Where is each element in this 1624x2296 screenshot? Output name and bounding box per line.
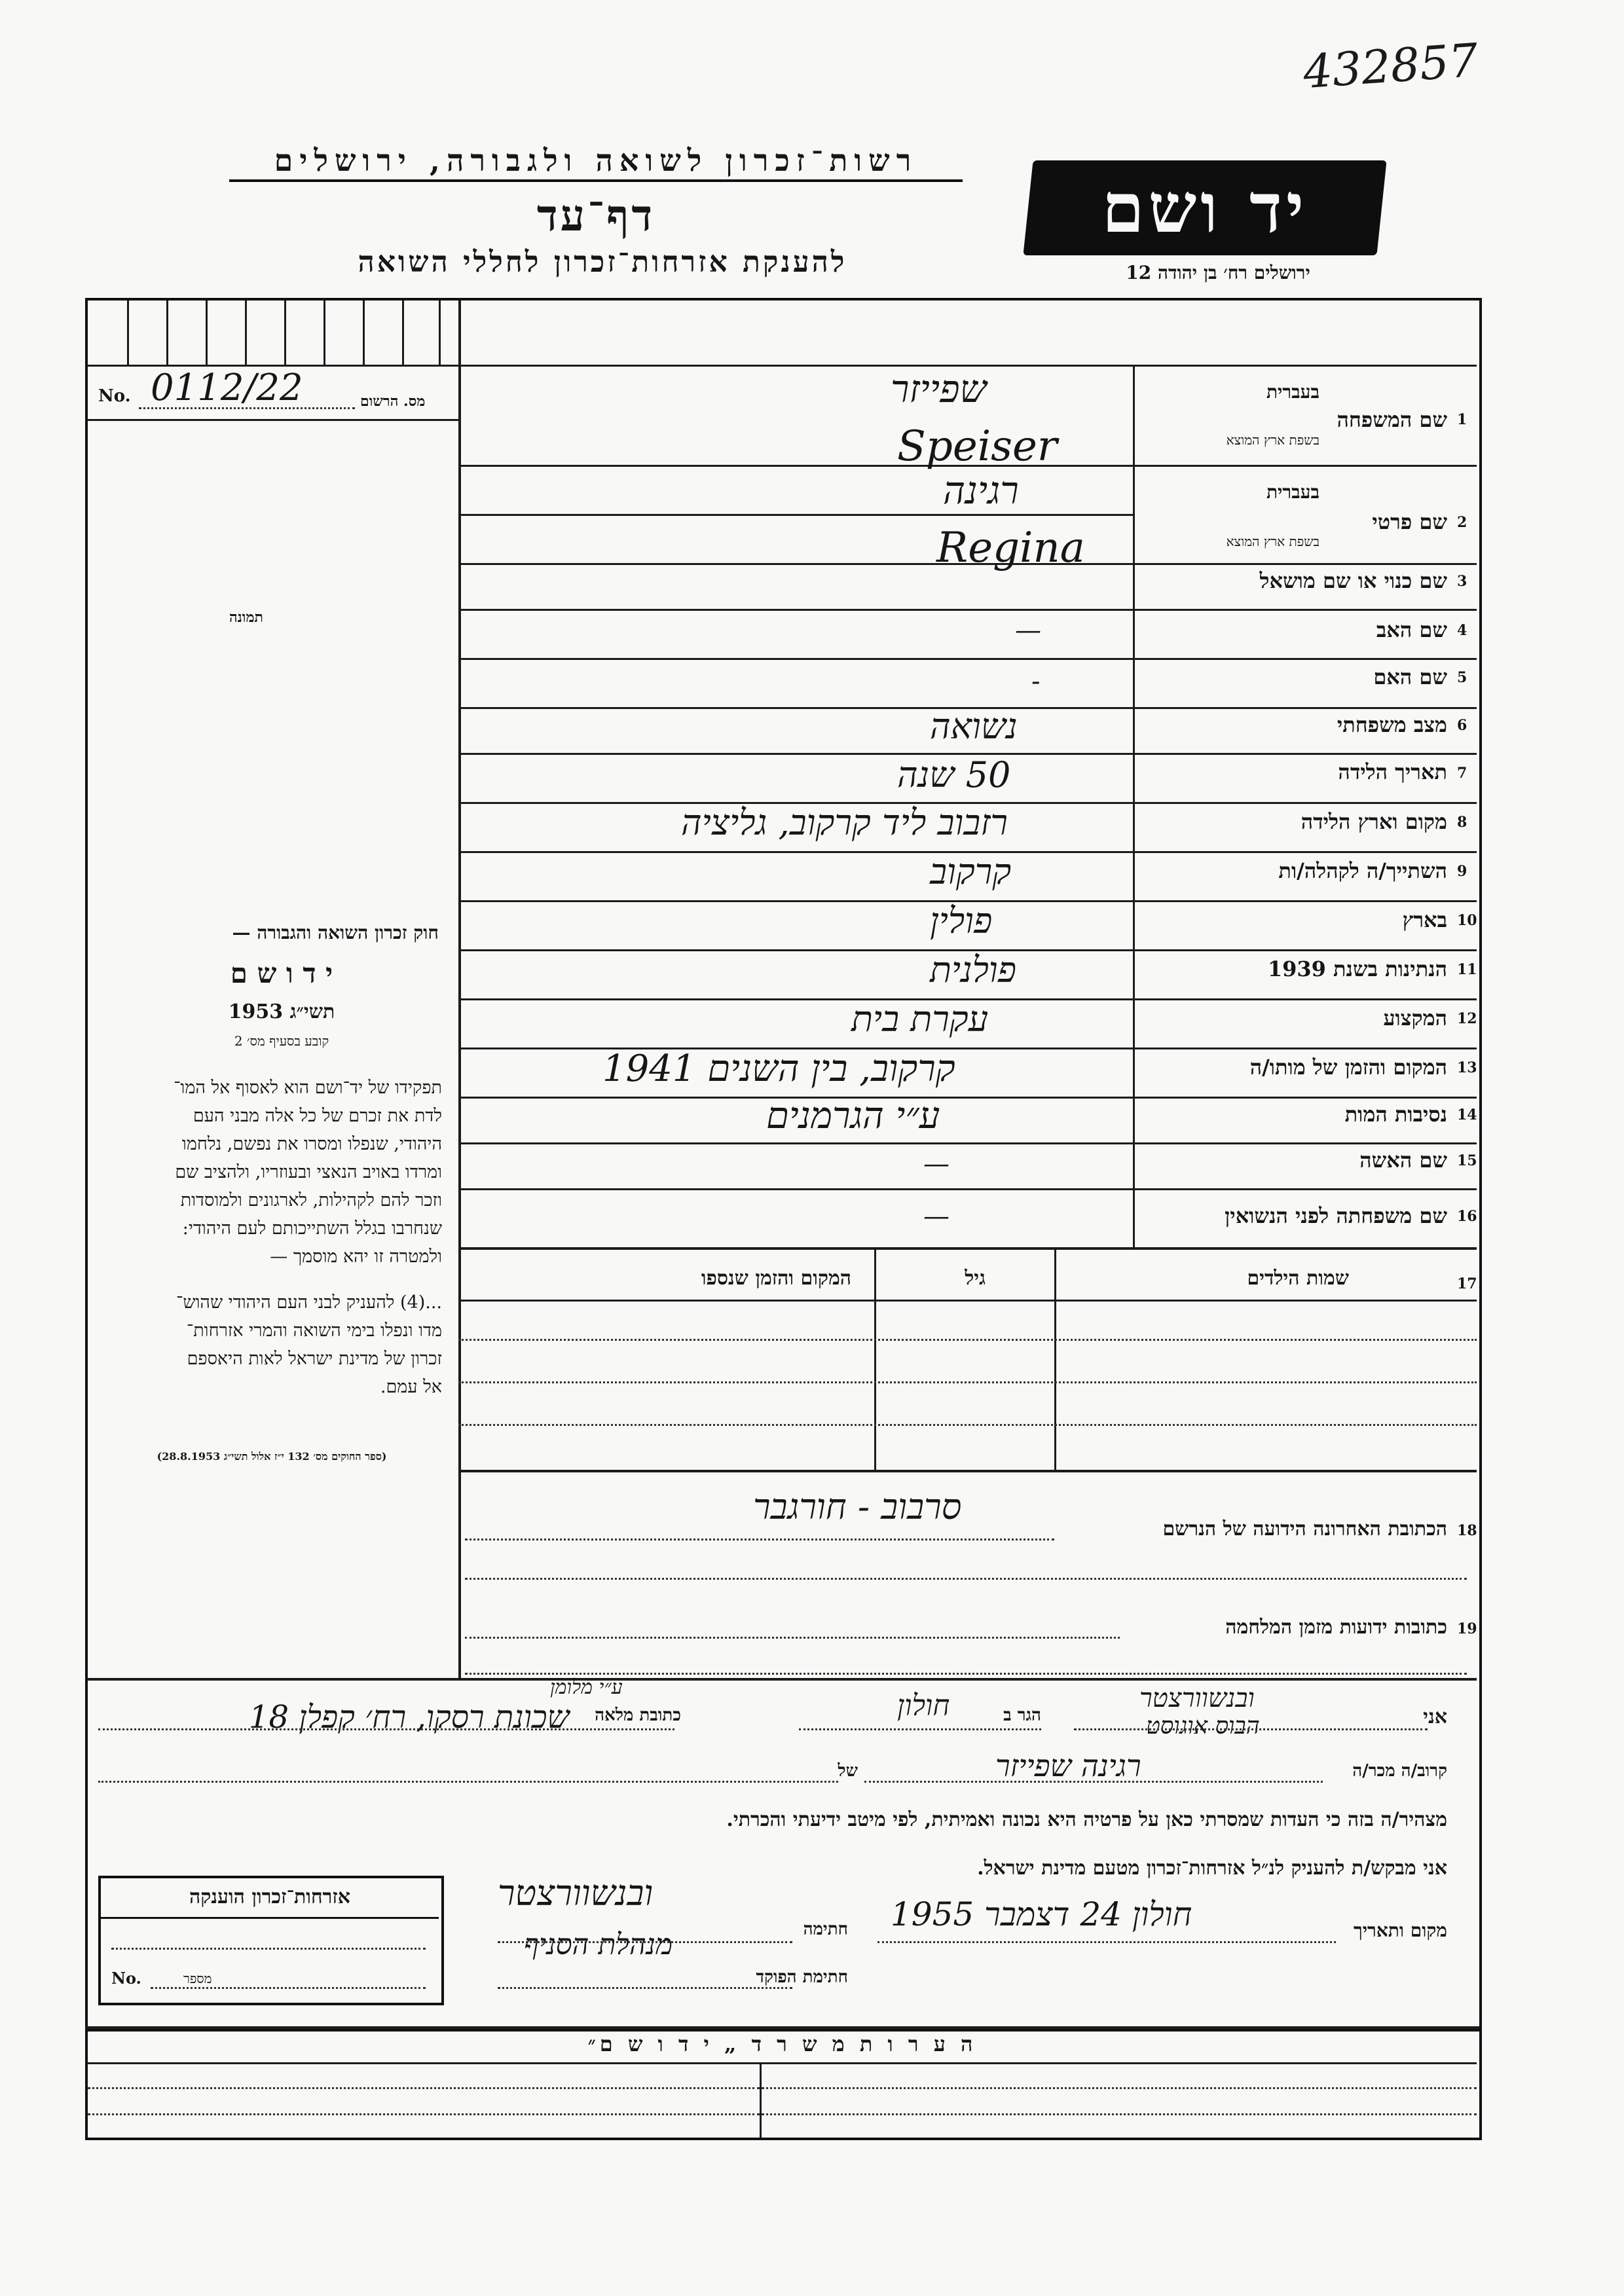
registration-no-value: 0112/22 <box>151 367 303 409</box>
wife-name-value: — <box>923 1149 950 1179</box>
declarant-name: ובנשוורצטר <box>1139 1683 1255 1713</box>
yad-vashem-logo <box>1023 160 1386 255</box>
field-label-birth-date: תאריך הלידה <box>1338 759 1447 784</box>
birth-date-value: 50 שנה <box>897 754 1011 795</box>
family-name-foreign: Speiser <box>897 422 1058 471</box>
law-clause-line: ...(4) להעניק לבני העם היהודי שהוש־ <box>176 1292 442 1313</box>
field-label-father-name: שם האב <box>1376 617 1447 642</box>
field-num: 8 <box>1457 814 1467 831</box>
law-heading: חוק זכרון השואה והגבורה — <box>232 922 439 943</box>
of-label: של <box>838 1761 858 1781</box>
field-num: 4 <box>1457 622 1467 639</box>
death-circumstances-value: ע״י הגרמנים <box>766 1095 940 1137</box>
relative-value: רגינה שפייזר <box>995 1748 1141 1783</box>
address-value: שכונת רסקו, רח׳ קפלן 18 <box>249 1699 570 1736</box>
mother-name-value: - <box>1031 666 1041 697</box>
birth-place-value: רזבוב ליד קרקוב, גליציה <box>681 802 1008 843</box>
death-place-time-value: קרקוב, בין השנים 1941 <box>602 1048 955 1090</box>
label-column-divider <box>1133 365 1135 1248</box>
law-clause-line: אל עמם. <box>380 1377 442 1397</box>
field-label-maiden-name: שם משפחתה לפני הנשואין <box>1225 1203 1447 1228</box>
field-label-death-place-time: המקום והזמן של מותו/ה <box>1249 1055 1447 1080</box>
citizenship-1939-value: פולנית <box>930 949 1017 991</box>
law-line: וזכר להם לקהילות, לארגונים ולמוסדות <box>180 1190 442 1211</box>
field-label-citizenship-1939: הנתינות בשנת 1939 <box>1267 957 1447 981</box>
field-hebrew-label: בעברית <box>1266 481 1320 503</box>
children-place-header: המקום והזמן שנספו <box>701 1267 851 1290</box>
field-label-wartime-addresses: כתובות ידועות מזמן המלחמה <box>1225 1616 1447 1639</box>
law-year: תשי״ג 1953 <box>228 1000 335 1023</box>
law-line: לדת את זכרם של כל אלה מבני העם <box>193 1106 442 1126</box>
law-line: ומרדו באויב הנאצי ובעוזריו, ולהציב שם <box>175 1162 442 1182</box>
declaration-ani: אני <box>1423 1705 1447 1728</box>
registration-no-label-he: מס. הרשום <box>360 393 426 410</box>
field-num: 11 <box>1457 961 1477 978</box>
field-label-country: בארץ <box>1402 907 1447 932</box>
father-name-value: — <box>1015 615 1041 646</box>
field-num: 18 <box>1457 1522 1477 1539</box>
place-date-value: חולון 24 דצמבר 1955 <box>891 1895 1192 1933</box>
signature-label: חתימה <box>803 1920 848 1939</box>
law-line: היהודי, שנפלו ומסרו את נפשם, נלחמו <box>181 1134 442 1154</box>
field-label-birth-place: מקום וארץ הלידה <box>1301 809 1447 834</box>
marital-status-value: נשואה <box>930 706 1018 747</box>
logo-address: ירושלים רח׳ בן יהודה 12 <box>1126 262 1310 283</box>
field-num: 13 <box>1457 1059 1477 1076</box>
reg-boxes <box>88 301 461 367</box>
family-name-hebrew: שפייזר <box>891 367 987 411</box>
field-label-last-address: הכתובת האחרונה הידועה של הנרשם <box>1162 1518 1447 1540</box>
official-signature-label: חתימת הפוקד <box>756 1967 848 1987</box>
field-label-death-circumstances: נסיבות המות <box>1344 1102 1447 1127</box>
field-label-nickname: שם כנוי או שם מושאל <box>1259 568 1447 593</box>
field-num: 1 <box>1457 411 1467 428</box>
children-names-header: שמות הילדים <box>1247 1267 1349 1290</box>
official-signature-value: מנהלת הסניף <box>524 1928 673 1961</box>
archive-number: 432857 <box>1301 33 1480 100</box>
maiden-name-value: — <box>923 1201 950 1231</box>
declarant-sub: הבוס אוגוסט <box>1146 1713 1260 1740</box>
field-num: 16 <box>1457 1208 1477 1225</box>
statement-2: אני מבקש/ת להעניק לנ״ל אזרחות־זכרון מטעם מדינת ישראל. <box>977 1857 1447 1880</box>
citizenship-number-label: מספר <box>183 1971 212 1986</box>
field-num: 12 <box>1457 1010 1477 1027</box>
resides-label: הגר ב <box>1003 1705 1041 1725</box>
photo-label: תמונה <box>229 609 263 626</box>
law-citation: (ספר החוקים מס׳ 132 י״ז אלול תשי״ג 28.8.1953) <box>157 1450 387 1463</box>
field-label-community: השתייך/ה לקהלה/ות <box>1278 858 1447 883</box>
field-num: 10 <box>1457 912 1477 929</box>
field-num: 14 <box>1457 1106 1477 1123</box>
law-text <box>108 1074 442 1271</box>
office-notes-title: ה ע ר ו ת מ ש ר ד „ י ד ו ש ם״ <box>587 2032 977 2056</box>
field-foreign-label: בשפת ארץ המוצא <box>1226 432 1320 448</box>
address-label: כתובת מלאה <box>595 1705 681 1725</box>
law-clause-line: מדו ונפלו בימי השואה והמרי אזרחות־ <box>186 1321 442 1341</box>
field-label-family-name: שם המשפחה <box>1337 407 1447 432</box>
field-num: 5 <box>1457 669 1467 686</box>
form-subtitle: להענקת אזרחות־זכרון לחללי השואה <box>358 246 847 279</box>
law-section: קובע בסעיף מס׳ 2 <box>234 1033 329 1049</box>
field-num: 6 <box>1457 717 1467 734</box>
relative-label: קרוב/ה מכר/ה <box>1352 1761 1447 1781</box>
field-num: 19 <box>1457 1620 1477 1637</box>
law-line: ולמטרה זו יהא מוסמך — <box>270 1247 442 1267</box>
field-num: 2 <box>1457 514 1467 531</box>
field-label-first-name: שם פרטי <box>1372 509 1447 534</box>
field-num: 9 <box>1457 863 1467 880</box>
logo-text: יד ושם <box>1101 168 1308 248</box>
place-date-label: מקום ותאריך <box>1353 1920 1447 1941</box>
first-name-foreign: Regina <box>936 524 1085 572</box>
field-label-marital-status: מצב משפחתי <box>1337 712 1447 737</box>
law-clause <box>108 1288 442 1401</box>
profession-value: עקרת בית <box>851 998 989 1040</box>
law-name: י ד ו ש ם <box>230 957 333 989</box>
field-num: 7 <box>1457 765 1467 782</box>
law-line: שנחרבו בגלל השתייכותם לעם היהודי: <box>182 1218 442 1239</box>
resides-value: חולון <box>897 1689 950 1722</box>
authority-line: רשות־זכרון לשואה ולגבורה, ירושלים <box>229 143 963 182</box>
first-name-hebrew: רגינה <box>943 468 1019 513</box>
field-label-mother-name: שם האם <box>1373 665 1447 689</box>
law-clause-line: זכרון של מדינת ישראל לאות היאספם <box>187 1349 442 1369</box>
address-prefix: ע״י מלומן <box>550 1676 623 1699</box>
law-line: תפקידו של יד־ושם הוא לאסוף אל המו־ <box>174 1078 442 1098</box>
form-title: דף־עד <box>536 190 655 241</box>
community-value: קרקוב <box>930 851 1012 892</box>
field-num: 17 <box>1457 1275 1477 1292</box>
statement-1: מצהיר/ה בזה כי העדות שמסרתי כאן על פרטיה היא נכונה ואמיתית, לפי מיטב ידיעתי והכרתי. <box>726 1808 1447 1831</box>
citizenship-box-title: אזרחות־זכרון הוענקה <box>101 1878 439 1919</box>
field-num: 3 <box>1457 573 1467 590</box>
citizenship-no-label: No. <box>111 1969 141 1988</box>
field-label-wife-name: שם האשה <box>1359 1148 1447 1173</box>
field-num: 15 <box>1457 1152 1477 1169</box>
field-hebrew-label: בעברית <box>1266 381 1320 403</box>
field-label-profession: המקצוע <box>1383 1006 1447 1030</box>
last-address-value: סרבוב - חורגבר <box>753 1486 962 1527</box>
children-age-header: גיל <box>965 1267 986 1290</box>
signature-value: ובנשוורצטר <box>498 1872 654 1914</box>
country-value: פולין <box>930 900 993 941</box>
field-foreign-label: בשפת ארץ המוצא <box>1226 534 1320 549</box>
registration-no-label: No. <box>98 386 131 406</box>
